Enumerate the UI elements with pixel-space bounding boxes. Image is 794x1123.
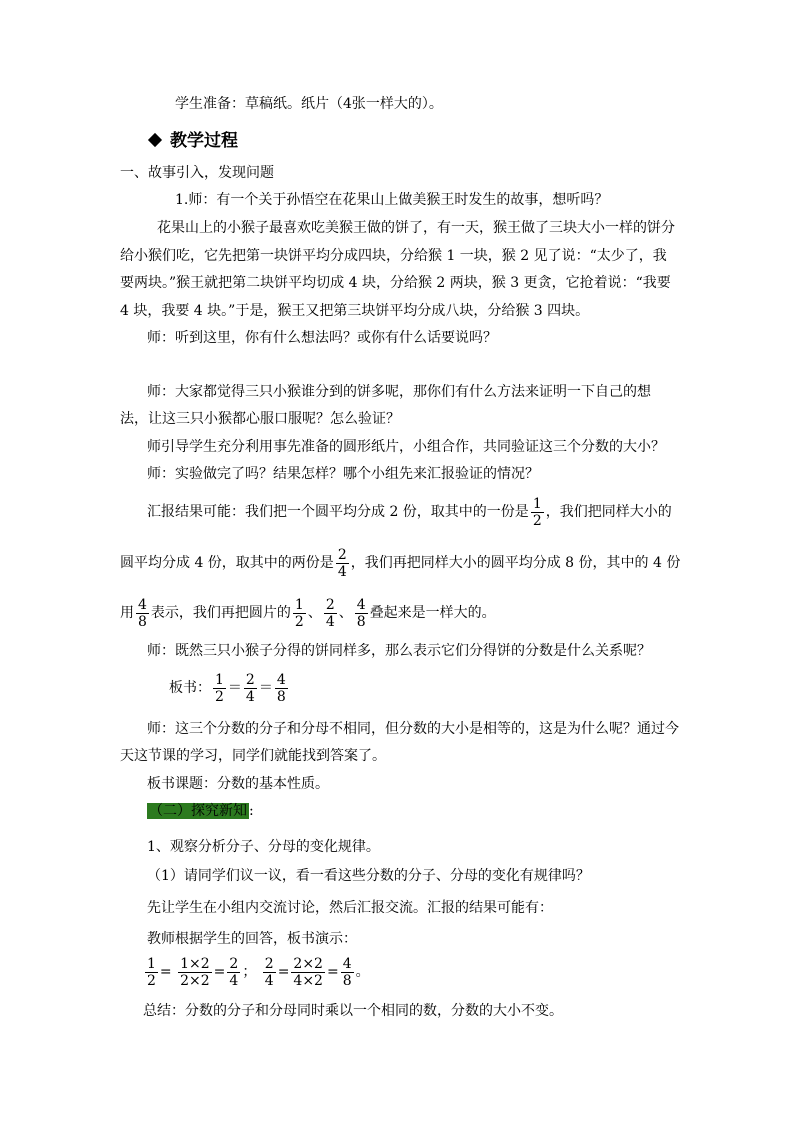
fraction: $\frac{2}{4}$ [264,955,274,989]
equals-sign: = [159,964,172,980]
fraction-two-fourths: $\frac{2}{4}$ [245,671,255,705]
discuss-text: 先让学生在小组内交流讨论，然后汇报交流。汇报的结果可能有： [147,900,553,916]
student-prep: 学生准备：草稿纸。纸片（4张一样大的）。 [175,96,443,112]
report-line-2 [120,543,680,583]
equals-sign: = [326,964,339,980]
fraction-four-eighths: $\frac{4}{8}$ [276,671,286,705]
report-text: 用 [120,605,134,621]
diamond-bullet-icon [148,133,162,147]
story-line-4: 4 块，我要 4 块。”于是，猴王又把第三块饼平均分成八块，分给猴 3 四块。 [120,303,590,319]
question-2-line-2: 法，让这三只小猴都心服口服呢？怎么验证？ [120,411,400,427]
part2-title [147,801,254,821]
separator: 、 [307,605,322,621]
fraction-one-half: $\frac{1}{2}$ [532,495,542,529]
item-1-1: （1）请同学们议一议，看一看这些分数的分子、分母的变化有规律吗？ [147,868,590,884]
report-line-3 [120,593,496,633]
question-3: 师：实验做完了吗？结果怎样？哪个小组先来汇报验证的情况？ [147,466,539,482]
report-text: 表示，我们再把圆片的 [150,605,291,621]
fraction-one-half: $\frac{1}{2}$ [294,596,304,630]
paragraph-1: 1.师：有一个关于孙悟空在花果山上做美猴王时发生的故事，想听吗？ [175,192,609,208]
report-text: 圆平均分成 4 份，取其中的两份是 [120,555,334,571]
part2-title-highlight: （二）探究新知 [149,803,247,819]
fraction: $\frac{2}{4}$ [229,955,239,989]
section-title [150,131,238,151]
report-text: ，我们把同样大小的 [545,504,672,520]
fraction-four-eighths: $\frac{4}{8}$ [356,596,366,630]
report-text: 叠起来是一样大的。 [369,605,496,621]
section-title-text: 教学过程 [170,131,238,151]
board-equation [169,668,290,708]
question-4: 师：既然三只小猴子分得的饼同样多，那么表示它们分得饼的分数是什么关系呢？ [147,643,651,659]
story-line-3: 要两块。”猴王就把第二块饼平均切成 4 块，分给猴 2 两块，猴 3 更贪，它抢着说：“我要 [120,275,671,291]
guide-text: 师引导学生充分利用事先准备的圆形纸片，小组合作，共同验证这三个分数的大小？ [147,439,665,455]
fraction: $\frac{4}{8}$ [342,955,352,989]
question-5-line-1: 师：这三个分数的分子和分母不相同，但分数的大小是相等的，这是为什么呢？通过今 [147,721,679,737]
report-line-1 [147,492,672,532]
fraction: $\frac{2\times 2}{4\times 2}$ [293,955,323,989]
fraction: $\frac{1}{2}$ [147,955,156,989]
fraction-four-eighths: $\frac{4}{8}$ [138,596,147,630]
board-demo-label: 教师根据学生的回答，板书演示： [147,931,357,947]
separator: ； [242,964,257,980]
report-text: 汇报结果可能：我们把一个圆平均分成 2 份，取其中的一份是 [147,504,529,520]
equals-sign: ＝ [258,680,273,696]
fraction-two-fourths: $\frac{2}{4}$ [325,596,335,630]
question-5-line-2: 天这节课的学习，同学们就能找到答案了。 [120,748,386,764]
story-line-2: 给小猴们吃，它先把第一块饼平均分成四块，分给猴 1 一块，猴 2 见了说：“太少了，我 [120,248,667,264]
part2-colon: : [249,803,254,819]
fraction-one-half: $\frac{1}{2}$ [215,671,224,705]
board-label: 板书： [169,680,211,696]
question-2-line-1: 师：大家都觉得三只小猴谁分到的饼多呢，那你们有什么方法来证明一下自己的想 [147,384,651,400]
fraction: $\frac{1\times 2}{2\times 2}$ [180,955,210,989]
fraction-two-fourths: $\frac{2}{4}$ [337,546,347,580]
item-1: 1、观察分析分子、分母的变化规律。 [147,839,380,855]
question-1: 师：听到这里，你有什么想法吗？或你有什么话要说吗？ [147,330,497,346]
board-topic: 板书课题：分数的基本性质。 [147,776,329,792]
report-text: ，我们再把同样大小的圆平均分成 8 份，其中的 4 份 [350,555,681,571]
equals-sign: = [213,964,226,980]
summary: 总结：分数的分子和分母同时乘以一个相同的数，分数的大小不变。 [143,1003,563,1019]
separator: 、 [338,605,353,621]
story-line-1: 花果山上的小猴子最喜欢吃美猴王做的饼了，有一天，猴王做了三块大小一样的饼分 [157,220,675,236]
equals-sign: = [277,964,290,980]
demo-equation [143,952,370,992]
equals-sign: ＝ [227,680,242,696]
period: 。 [355,964,370,980]
part1-title: 一、故事引入，发现问题 [120,165,274,181]
